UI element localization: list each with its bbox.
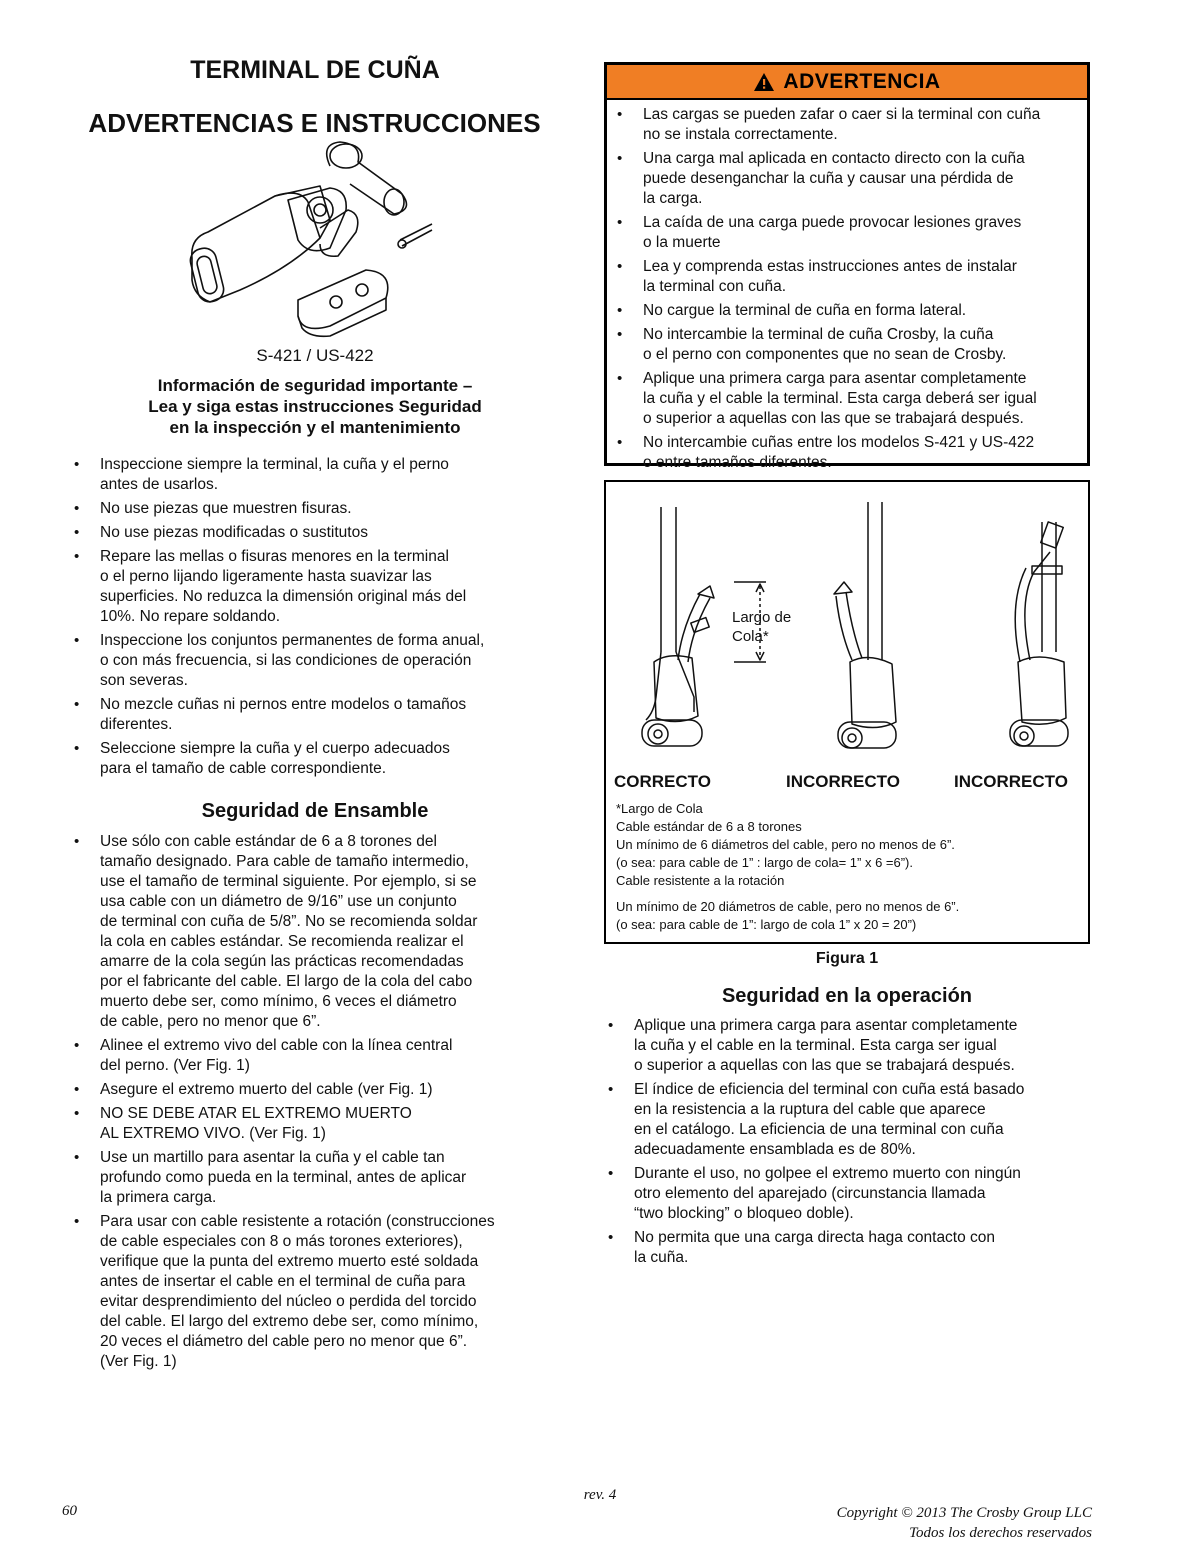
list-item: • El índice de eficiencia del terminal con cuña está basado en la resistencia a la ruptura del cable que aparece en el catálogo. La eficiencia de una terminal con cuña adecuadamente ensamblada es de 80%. bbox=[604, 1080, 1094, 1160]
list-item: • Para usar con cable resistente a rotación (construcciones de cable especiales con 8 o más torones exteriores), verifique que la punta del extremo muerto esté soldada antes de insertar el cable en el terminal de cuña para evitar desprendimiento del núcleo o perdida del torcido del cable. El largo del extremo debe ser, como mínimo, 20 veces el diámetro del cable pero no menor que 6”. (Ver Fig. 1) bbox=[70, 1212, 570, 1372]
list-item: • NO SE DEBE ATAR EL EXTREMO MUERTO AL EXTREMO VIVO. (Ver Fig. 1) bbox=[70, 1104, 570, 1144]
list-item: • No use piezas que muestren fisuras. bbox=[70, 499, 570, 519]
copyright-line: Copyright © 2013 The Crosby Group LLC bbox=[836, 1505, 1092, 1521]
page-number: 60 bbox=[62, 1503, 77, 1519]
warning-box bbox=[604, 62, 1090, 471]
list-item: • Use sólo con cable estándar de 6 a 8 torones del tamaño designado. Para cable de tamaño intermedio, use el tamaño de terminal siguiente. Por ejemplo, si se usa cable con un diámetro de 9/16” use un conjunto de terminal con cuña de 5/8”. No se recomienda soldar la cola en cables estándar. Se recomienda realizar el amarre de la cola según las prácticas recomendadas por el fabricante del cable. El largo de la cola del cabo muerto debe ser, como mínimo, 6 veces el diámetro de cable, pero no menor que 6”. bbox=[70, 832, 570, 1032]
list-item: • Alinee el extremo vivo del cable con la línea central del perno. (Ver Fig. 1) bbox=[70, 1036, 570, 1076]
figure-drawing bbox=[606, 482, 1088, 782]
note-rotation-detail: Un mínimo de 20 diámetros de cable, pero no menos de 6”. (o sea: para cable de 1”: largo de cola 1” x 20 = 20”) bbox=[616, 899, 960, 932]
label-correct: CORRECTO bbox=[614, 772, 711, 791]
wedge-socket-illustration bbox=[180, 140, 440, 340]
safety-heading: Información de seguridad importante – Lea y siga estas instrucciones Seguridad en la inspección y el mantenimiento bbox=[148, 376, 482, 437]
list-item: • Asegure el extremo muerto del cable (ver Fig. 1) bbox=[70, 1080, 570, 1100]
list-item: • Inspeccione los conjuntos permanentes de forma anual, o con más frecuencia, si las condiciones de operación son severas. bbox=[70, 631, 570, 691]
list-item: • No use piezas modificadas o sustitutos bbox=[70, 523, 570, 543]
label-incorrect-2: INCORRECTO bbox=[954, 772, 1068, 791]
page-title: TERMINAL DE CUÑA bbox=[190, 56, 440, 84]
list-item: • No intercambie cuñas entre los modelos S-421 y US-422 o entre tamaños diferentes. bbox=[613, 433, 1079, 473]
figure-caption: Figura 1 bbox=[815, 950, 879, 967]
warning-title: ADVERTENCIA bbox=[783, 69, 941, 93]
list-item: • Lea y comprenda estas instrucciones antes de instalar la terminal con cuña. bbox=[613, 257, 1079, 297]
operation-heading: Seguridad en la operación bbox=[721, 985, 973, 1007]
label-incorrect-1: INCORRECTO bbox=[786, 772, 900, 791]
figure-box bbox=[604, 480, 1090, 944]
revision-label: rev. 4 bbox=[583, 1487, 617, 1503]
list-item: • No mezcle cuñas ni pernos entre modelos o tamaños diferentes. bbox=[70, 695, 570, 735]
warning-triangle-icon bbox=[753, 72, 775, 92]
list-item: • Repare las mellas o fisuras menores en la terminal o el perno lijando ligeramente hasta suavizar las superficies. No reduzca la dimensión original más del 10%. No repare soldando. bbox=[70, 547, 570, 627]
figure-notes bbox=[616, 800, 1082, 934]
note-standard: Cable estándar de 6 a 8 torones Un mínimo de 6 diámetros del cable, pero no menos de 6”. (o sea: para cable de 1” : largo de cola= 1” x 6 =6”). bbox=[616, 819, 955, 870]
assembly-list bbox=[70, 832, 570, 1372]
list-item: • Inspeccione siempre la terminal, la cuña y el perno antes de usarlos. bbox=[70, 455, 570, 495]
model-number: S-421 / US-422 bbox=[256, 346, 374, 365]
list-item: • Seleccione siempre la cuña y el cuerpo adecuados para el tamaño de cable correspondiente. bbox=[70, 739, 570, 779]
list-item: • No cargue la terminal de cuña en forma lateral. bbox=[613, 301, 1079, 321]
warning-list bbox=[613, 105, 1079, 477]
assembly-heading: Seguridad de Ensamble bbox=[201, 800, 429, 822]
tail-length-label: Largo de Cola* bbox=[732, 609, 792, 645]
list-item: • Durante el uso, no golpee el extremo muerto con ningún otro elemento del aparejado (circunstancia llamada “two blocking” o bloqueo doble). bbox=[604, 1164, 1094, 1224]
copyright bbox=[837, 1503, 1092, 1543]
inspection-list bbox=[70, 455, 570, 779]
list-item: • No permita que una carga directa haga contacto con la cuña. bbox=[604, 1228, 1094, 1268]
note-rotation: Cable resistente a la rotación bbox=[616, 873, 785, 888]
list-item: • Las cargas se pueden zafar o caer si la terminal con cuña no se instala correctamente. bbox=[613, 105, 1079, 145]
rights-line: Todos los derechos reservados bbox=[909, 1525, 1092, 1541]
list-item: • No intercambie la terminal de cuña Crosby, la cuña o el perno con componentes que no sean de Crosby. bbox=[613, 325, 1079, 365]
page-subtitle: ADVERTENCIAS E INSTRUCCIONES bbox=[88, 108, 541, 138]
warning-header bbox=[607, 65, 1087, 100]
list-item: • La caída de una carga puede provocar lesiones graves o la muerte bbox=[613, 213, 1079, 253]
list-item: • Use un martillo para asentar la cuña y el cable tan profundo como pueda en la terminal, antes de aplicar la primera carga. bbox=[70, 1148, 570, 1208]
note-title: *Largo de Cola bbox=[616, 801, 703, 816]
operation-list bbox=[604, 1016, 1094, 1268]
list-item: • Aplique una primera carga para asentar completamente la cuña y el cable en la terminal. Esta carga ser igual o superior a aquellas con las que se trabajará después. bbox=[604, 1016, 1094, 1076]
list-item: • Una carga mal aplicada en contacto directo con la cuña puede desenganchar la cuña y causar una pérdida de la carga. bbox=[613, 149, 1079, 209]
list-item: • Aplique una primera carga para asentar completamente la cuña y el cable la terminal. Esta carga deberá ser igual o superior a aquellas con las que se trabajará después. bbox=[613, 369, 1079, 429]
